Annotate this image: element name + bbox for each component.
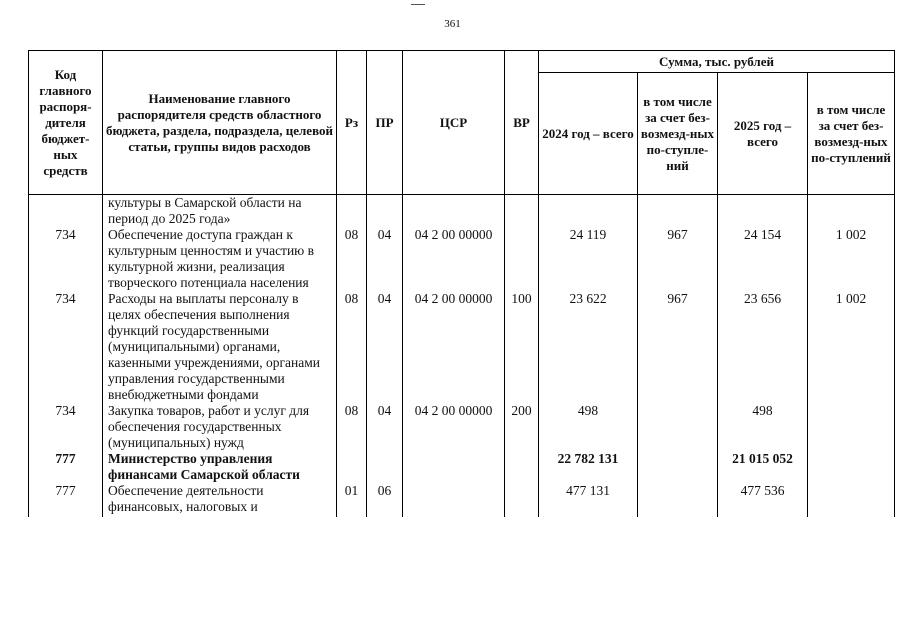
cell-2025-total: 498 bbox=[718, 403, 808, 451]
cell-csr: 04 2 00 00000 bbox=[403, 227, 505, 291]
table-row bbox=[29, 291, 895, 403]
cell-csr bbox=[403, 195, 505, 228]
table-row bbox=[29, 483, 895, 517]
cell-name: Обеспечение доступа граждан к культурным ценностям и участию в культурной жизни, реализация творческого потенциала населения bbox=[103, 227, 337, 291]
cell-2025-total: 24 154 bbox=[718, 227, 808, 291]
cell-2024-total: 498 bbox=[539, 403, 638, 451]
cell-vr bbox=[505, 227, 539, 291]
cell-pr: 04 bbox=[367, 403, 403, 451]
cell-code: 734 bbox=[29, 403, 103, 451]
cell-vr: 100 bbox=[505, 291, 539, 403]
header-rz: Рз bbox=[337, 51, 367, 195]
cell-pr: 04 bbox=[367, 227, 403, 291]
cell-pr bbox=[367, 195, 403, 228]
cell-rz: 08 bbox=[337, 403, 367, 451]
cell-rz bbox=[337, 451, 367, 483]
cell-vr bbox=[505, 195, 539, 228]
cell-2024-total: 477 131 bbox=[539, 483, 638, 517]
cell-2024-free bbox=[638, 451, 718, 483]
cell-2025-total: 477 536 bbox=[718, 483, 808, 517]
cell-2025-free bbox=[808, 403, 895, 451]
cell-2024-free: 967 bbox=[638, 291, 718, 403]
table-row bbox=[29, 195, 895, 228]
budget-table bbox=[28, 50, 895, 517]
cell-code bbox=[29, 195, 103, 228]
cell-2024-total: 22 782 131 bbox=[539, 451, 638, 483]
table-row bbox=[29, 227, 895, 291]
cell-2025-free bbox=[808, 195, 895, 228]
header-2024-total: 2024 год – всего bbox=[539, 73, 638, 195]
page-number: 361 bbox=[444, 18, 461, 30]
cell-2025-free bbox=[808, 451, 895, 483]
cell-2025-free bbox=[808, 483, 895, 517]
header-2025-total: 2025 год – всего bbox=[718, 73, 808, 195]
header-name: Наименование главного распорядителя средств областного бюджета, раздела, подраздела, целевой статьи, группы видов расходов bbox=[103, 51, 337, 195]
cell-vr: 200 bbox=[505, 403, 539, 451]
cell-name: Расходы на выплаты персоналу в целях обеспечения выполнения функций государственными (муниципальными) органами, казенными учреждениями, органами управления государственными внебюджетными фондами bbox=[103, 291, 337, 403]
cell-rz: 08 bbox=[337, 291, 367, 403]
cell-name: Обеспечение деятельности финансовых, налоговых и bbox=[103, 483, 337, 517]
cell-csr bbox=[403, 451, 505, 483]
cell-2025-total: 23 656 bbox=[718, 291, 808, 403]
cell-csr: 04 2 00 00000 bbox=[403, 403, 505, 451]
cell-code: 734 bbox=[29, 227, 103, 291]
cell-name: культуры в Самарской области на период до 2025 года» bbox=[103, 195, 337, 228]
cell-rz bbox=[337, 195, 367, 228]
header-sum: Сумма, тыс. рублей bbox=[539, 51, 895, 73]
cell-2025-total bbox=[718, 195, 808, 228]
header-2025-free: в том числе за счет без-возмезд-ных по-ступлений bbox=[808, 73, 895, 195]
table-row bbox=[29, 451, 895, 483]
cell-2024-free bbox=[638, 195, 718, 228]
header-csr: ЦСР bbox=[403, 51, 505, 195]
table-row bbox=[29, 403, 895, 451]
cell-rz: 08 bbox=[337, 227, 367, 291]
cell-code: 777 bbox=[29, 483, 103, 517]
cell-pr: 04 bbox=[367, 291, 403, 403]
cell-2024-total bbox=[539, 195, 638, 228]
cell-2024-free: 967 bbox=[638, 227, 718, 291]
header-code: Код главного распоря-дителя бюджет-ных средств bbox=[29, 51, 103, 195]
cell-2024-free bbox=[638, 403, 718, 451]
cell-name: Министерство управления финансами Самарской области bbox=[103, 451, 337, 483]
page-top-mark bbox=[411, 4, 425, 5]
cell-csr: 04 2 00 00000 bbox=[403, 291, 505, 403]
cell-2025-free: 1 002 bbox=[808, 291, 895, 403]
header-pr: ПР bbox=[367, 51, 403, 195]
cell-code: 777 bbox=[29, 451, 103, 483]
cell-csr bbox=[403, 483, 505, 517]
cell-pr bbox=[367, 451, 403, 483]
cell-2025-free: 1 002 bbox=[808, 227, 895, 291]
cell-pr: 06 bbox=[367, 483, 403, 517]
cell-vr bbox=[505, 451, 539, 483]
cell-2025-total: 21 015 052 bbox=[718, 451, 808, 483]
header-2024-free: в том числе за счет без-возмезд-ных по-ступле-ний bbox=[638, 73, 718, 195]
cell-rz: 01 bbox=[337, 483, 367, 517]
cell-name: Закупка товаров, работ и услуг для обеспечения государственных (муниципальных) нужд bbox=[103, 403, 337, 451]
cell-2024-total: 24 119 bbox=[539, 227, 638, 291]
cell-2024-total: 23 622 bbox=[539, 291, 638, 403]
cell-code: 734 bbox=[29, 291, 103, 403]
cell-vr bbox=[505, 483, 539, 517]
header-vr: ВР bbox=[505, 51, 539, 195]
cell-2024-free bbox=[638, 483, 718, 517]
